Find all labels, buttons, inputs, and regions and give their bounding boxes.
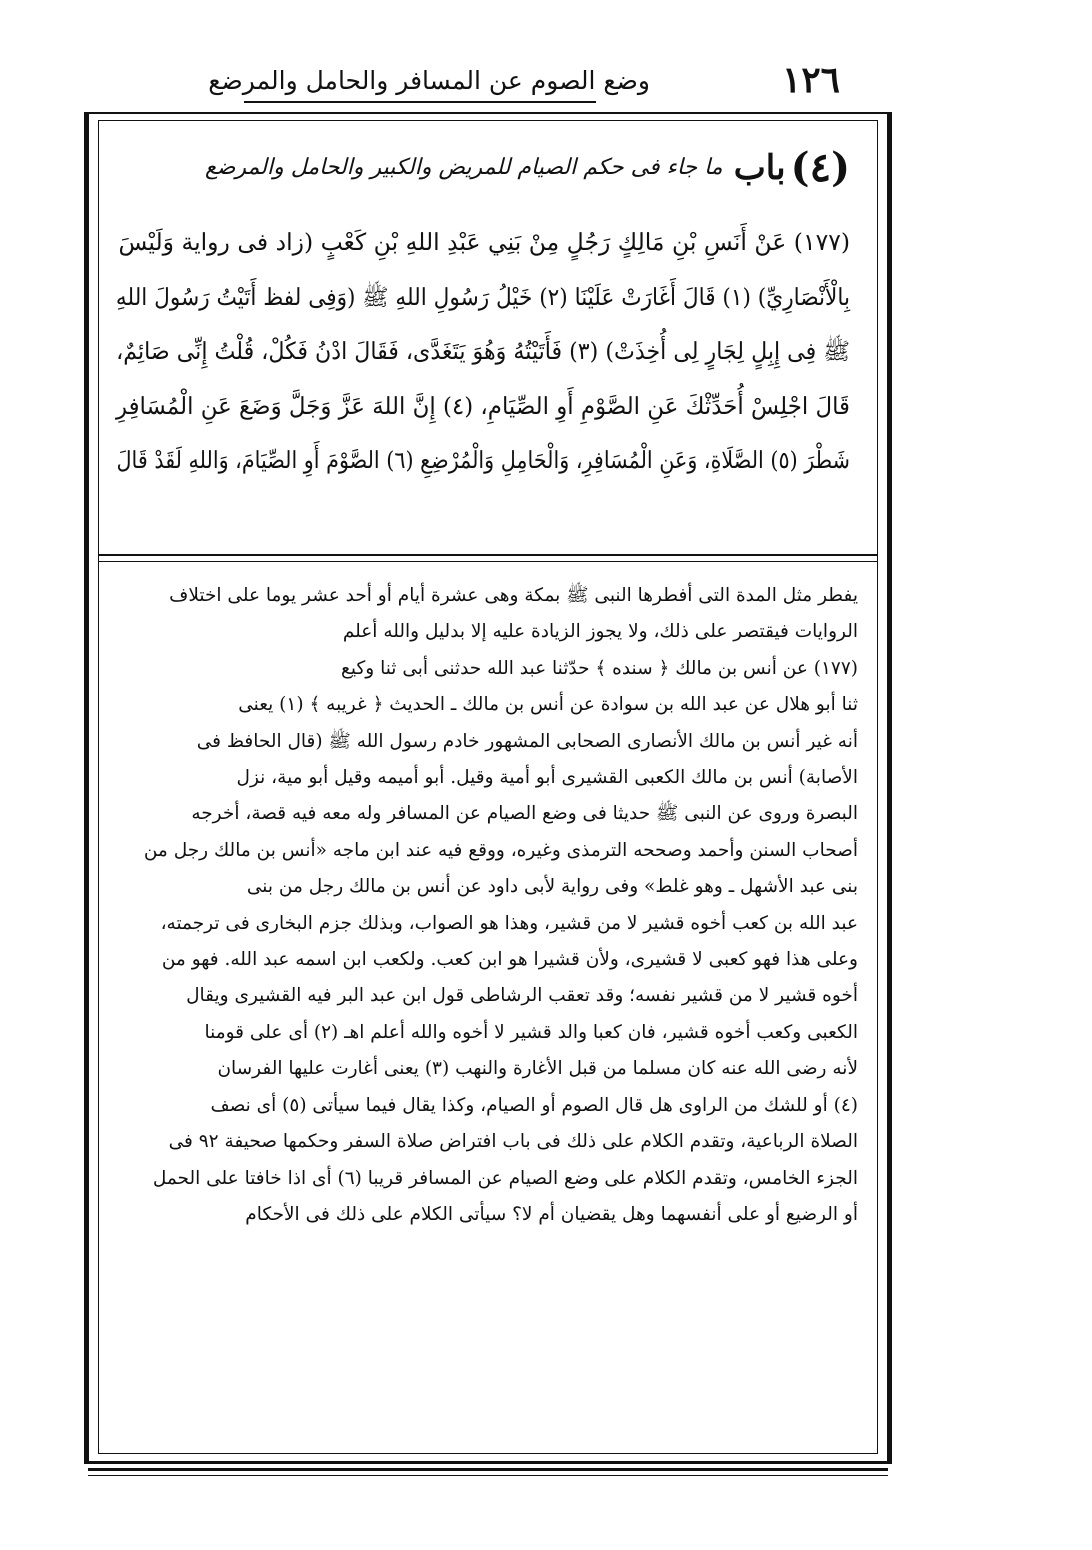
chapter-number: (٤) <box>790 144 850 191</box>
commentary-line: الكعبى وكعب أخوه قشير، فان كعبا والد قشير لا أخوه والله أعلم اهـ (٢) أى على قومنا <box>204 1021 858 1043</box>
hadith-line: شَطْرَ (٥) الصَّلَاةِ، وَعَنِ الْمُسَافِرِ، وَالْحَامِلِ وَالْمُرْضِعِ (٦) الصَّوْمَ أَوِ الصِّيَامَ، وَاللهِ لَقَدْ قَالَ <box>116 446 850 474</box>
hadith-line: قَالَ اجْلِسْ أُحَدِّثْكَ عَنِ الصَّوْمِ أَوِ الصِّيَامِ، (٤) إِنَّ اللهَ عَزَّ وَجَلَّ وَضَعَ عَنِ الْمُسَافِرِ <box>115 391 850 420</box>
header-rule <box>244 101 596 103</box>
commentary-line: عبد الله بن كعب أخوه قشير لا من قشير، وهذا هو الصواب، وبذلك جزم البخارى فى ترجمته، <box>160 912 858 934</box>
commentary-line: أنه غير أنس بن مالك الأنصارى الصحابى المشهور خادم رسول الله ﷺ (قال الحافظ فى <box>196 730 858 752</box>
section-divider-thin <box>98 561 878 562</box>
bottom-rule <box>88 1468 888 1471</box>
commentary-line: البصرة وروى عن النبى ﷺ حديثا فى وضع الصيام عن المسافر وله معه فيه قصة، أخرجه <box>191 803 858 825</box>
commentary-line: (١٧٧) عن أنس بن مالك ﴿ سنده ﴾ حدّثنا عبد الله حدثنى أبى ثنا وكيع <box>341 657 858 679</box>
commentary-line: لأنه رضى الله عنه كان مسلما من قبل الأغارة والنهب (٣) يعنى أغارت عليها الفرسان <box>217 1058 858 1080</box>
running-title: وضع الصوم عن المسافر والحامل والمرضع <box>208 66 650 95</box>
commentary-line: ثنا أبو هلال عن عبد الله بن سوادة عن أنس بن مالك ـ الحديث ﴿ غريبه ﴾ (١) يعنى <box>238 694 858 716</box>
commentary-line: بنى عبد الأشهل ـ وهو غلط» وفى رواية لأبى داود عن أنس بن مالك رجل من بنى <box>246 876 858 898</box>
running-header <box>208 58 840 106</box>
chapter-word: باب <box>733 148 786 188</box>
commentary-line: يفطر مثل المدة التى أفطرها النبى ﷺ بمكة وهى عشرة أيام أو أحد عشر يوما على اختلاف <box>169 585 858 606</box>
commentary-text <box>112 578 858 1233</box>
hadith-text <box>116 215 850 488</box>
commentary-line: أخوه قشير لا من قشير نفسه؛ وقد تعقب الرشاطى قول ابن عبد البر فيه القشيرى ويقال <box>186 985 858 1007</box>
commentary-line: الأصابة) أنس بن مالك الكعبى القشيرى أبو أمية وقيل. أبو أميمه وقيل أبو مية، نزل <box>236 767 858 789</box>
section-divider <box>98 554 878 556</box>
hadith-line: (١٧٧) عَنْ أَنَسِ بْنِ مَالِكٍ رَجُلٍ مِنْ بَنِي عَبْدِ اللهِ بْنِ كَعْبٍ (زاد فى رواية وَلَيْسَ <box>118 228 850 256</box>
commentary-line: (٤) أو للشك من الراوى هل قال الصوم أو الصيام، وكذا يقال فيما سيأتى (٥) أى نصف <box>210 1094 858 1116</box>
commentary-line: أصحاب السنن وأحمد وصححه الترمذى وغيره، ووقع فيه عند ابن ماجه «أنس بن مالك رجل من <box>143 839 858 861</box>
commentary-line: الصلاة الرباعية، وتقدم الكلام على ذلك فى باب افتراض صلاة السفر وحكمها صحيفة ٩٢ فى <box>168 1131 858 1153</box>
chapter-heading <box>120 138 850 208</box>
commentary-line: أو الرضيع أو على أنفسهما وهل يقضيان أم لا؟ سيأتى الكلام على ذلك فى الأحكام <box>245 1203 858 1225</box>
hadith-line: بِالْأَنْصَارِيِّ) (١) قَالَ أَغَارَتْ عَلَيْنَا (٢) خَيْلُ رَسُولِ اللهِ ﷺ (وَفِى لفظ أَتَيْتُ رَسُولَ اللهِ <box>115 282 850 311</box>
bottom-rule-thin <box>88 1475 888 1476</box>
commentary-line: الجزء الخامس، وتقدم الكلام على وضع الصيام عن المسافر قريبا (٦) أى اذا خافتا على الحمل <box>152 1167 858 1189</box>
commentary-line: الروايات فيقتصر على ذلك، ولا يجوز الزيادة عليه إلا بدليل والله أعلم <box>342 621 858 643</box>
commentary-line: وعلى هذا فهو كعبى لا قشيرى، ولأن قشيرا هو ابن كعب. ولكعب ابن اسمه عبد الله. فهو من <box>161 949 858 971</box>
hadith-line: ﷺ فِى إِبِلٍ لِجَارٍ لِى أُخِذَتْ) (٣) فَأَتَيْتُهُ وَهُوَ يَتَغَدَّى، فَقَالَ ادْنُ فَكُلْ، قُلْتُ إِنِّى صَائِمٌ، <box>116 337 850 365</box>
page-number: ١٢٦ <box>781 59 840 101</box>
chapter-title: ما جاء فى حكم الصيام للمريض والكبير والحامل والمرضع <box>205 155 723 180</box>
